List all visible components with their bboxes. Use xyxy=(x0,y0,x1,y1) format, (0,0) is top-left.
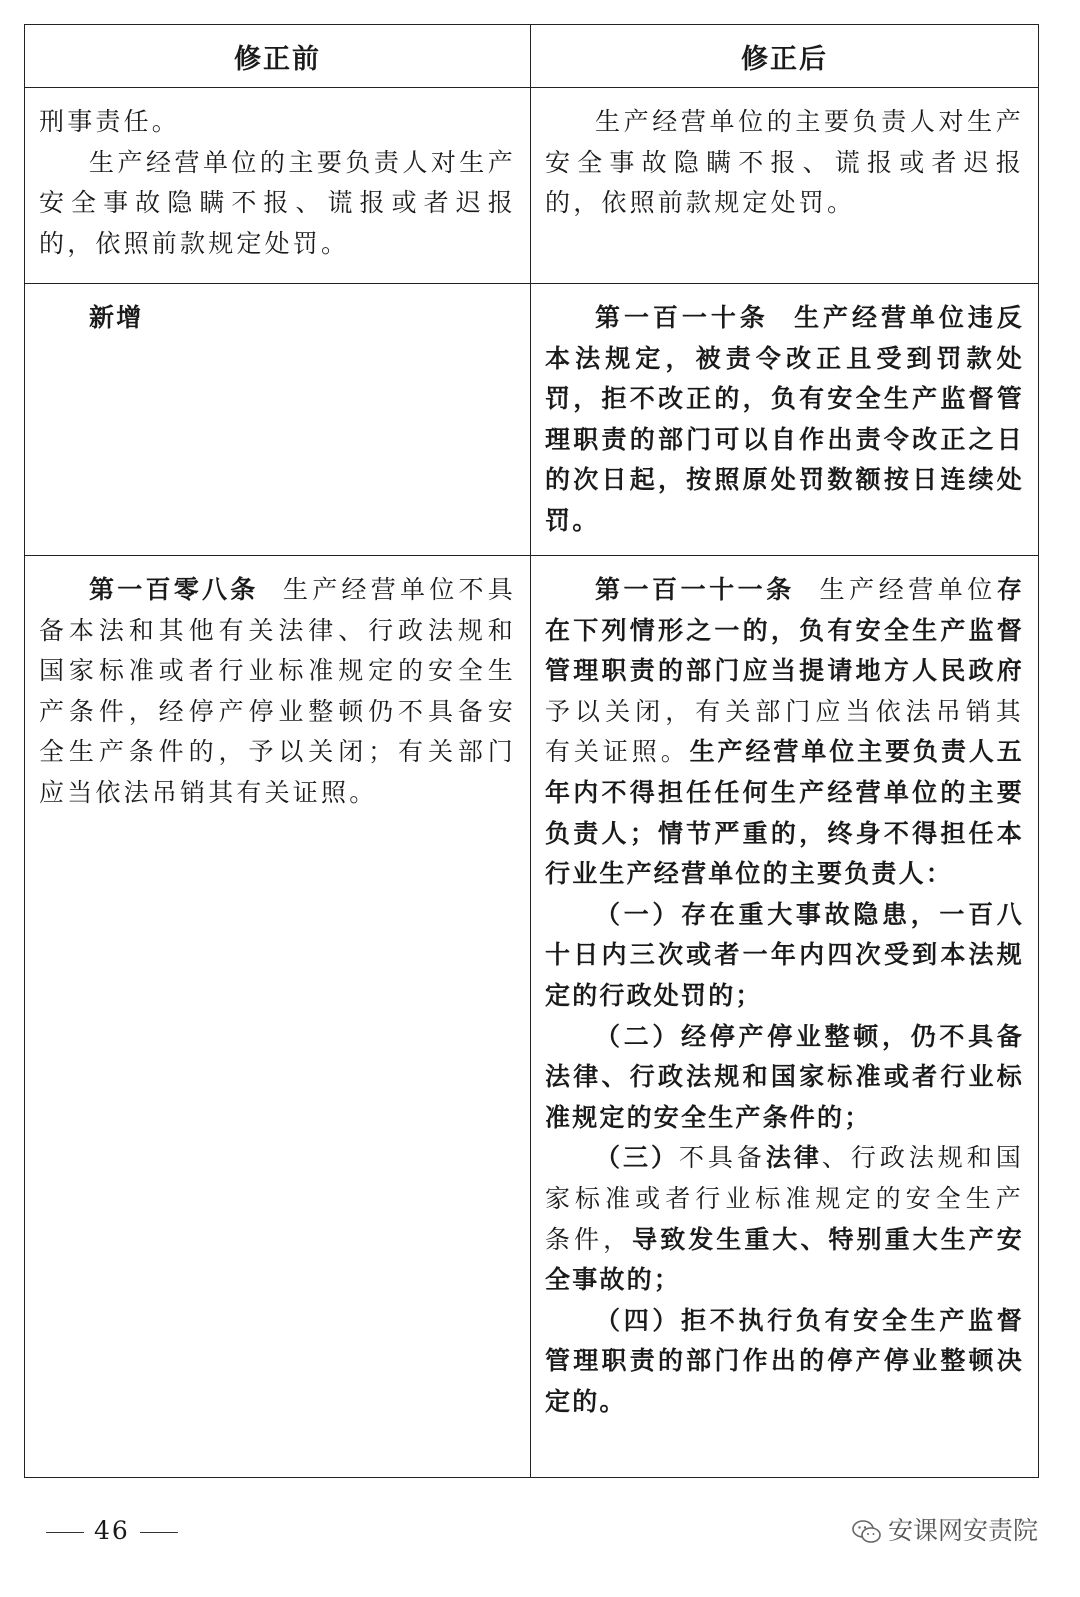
cell-before xyxy=(25,556,531,1478)
comparison-table xyxy=(24,24,1039,1478)
page-number xyxy=(36,1516,188,1545)
table-row xyxy=(25,88,1039,284)
article-text-added: 生产经营单位主要负责人五年内不得担任任何生产经营单位的主要负责人；情节严重的，终身不得担任本行业生产经营单位的主要负责人： xyxy=(545,737,1024,889)
paragraph: 刑事责任。 xyxy=(39,107,181,136)
article-text: 生产经营单位 xyxy=(819,575,997,604)
paragraph xyxy=(545,570,1024,895)
article-number: 第一百一十一条 xyxy=(595,575,795,604)
item-text-added: 法律 xyxy=(765,1143,822,1173)
item-number: （三） xyxy=(595,1143,679,1173)
list-item: （四）拒不执行负有安全生产监督管理职责的部门作出的停产停业整顿决定的。 xyxy=(545,1305,1024,1416)
item-text-added: 导致发生重大、特别重大生产安全事故的； xyxy=(545,1224,1024,1295)
list-item xyxy=(545,1138,1024,1300)
wechat-icon xyxy=(852,1519,882,1545)
cell-after xyxy=(531,88,1039,284)
table-row xyxy=(25,556,1039,1478)
article-number: 第一百零八条 xyxy=(89,575,259,604)
item-text: 不具备 xyxy=(678,1143,766,1173)
article-text: 生产经营单位违反本法规定，被责令改正且受到罚款处罚，拒不改正的，负有安全生产监督管理职责的部门可以自作出责令改正之日的次日起，按照原处罚数额按日连续处罚。 xyxy=(545,303,1025,535)
cell-after xyxy=(531,284,1039,556)
dash-right xyxy=(140,1532,178,1533)
cell-before xyxy=(25,284,531,556)
page-number-text: 46 xyxy=(94,1516,130,1545)
cell-before xyxy=(25,88,531,284)
paragraph xyxy=(39,570,516,814)
article-text: 生产经营单位不具备本法和其他有关法律、行政法规和国家标准或者行业标准规定的安全生产条件，经停产停业整顿仍不具备安全生产条件的，予以关闭；有关部门应当依法吊销其有关证照。 xyxy=(39,575,517,807)
watermark xyxy=(852,1511,1038,1547)
header-before: 修正前 xyxy=(25,25,531,88)
header-after: 修正后 xyxy=(531,25,1039,88)
article-text-added: 存在下列情形之一的，负有安全生产监督管理职责的部门应当提请地方人民政府 xyxy=(545,575,1025,686)
list-item: （二）经停产停业整顿，仍不具备法律、行政法规和国家标准或者行业标准规定的安全生产条件的； xyxy=(545,1021,1024,1132)
new-label: 新增 xyxy=(89,303,144,332)
cell-after xyxy=(531,556,1039,1478)
dash-left xyxy=(46,1532,84,1533)
table-row xyxy=(25,284,1039,556)
paragraph: 生产经营单位的主要负责人对生产安全事故隐瞒不报、谎报或者迟报的，依照前款规定处罚。 xyxy=(39,147,516,258)
table-header-row xyxy=(25,25,1039,88)
article-text: 予以关闭，有关部门应当依法吊销其有关证照。 xyxy=(545,696,1024,767)
article-number: 第一百一十条 xyxy=(595,303,769,332)
watermark-text: 安课网安责院 xyxy=(887,1516,1038,1545)
item-text: 、行政法规和国家标准或者行业标准规定的安全生产条件， xyxy=(545,1143,1024,1254)
paragraph: 生产经营单位的主要负责人对生产安全事故隐瞒不报、谎报或者迟报的，依照前款规定处罚。 xyxy=(545,107,1024,218)
paragraph xyxy=(545,298,1024,542)
list-item: （一）存在重大事故隐患，一百八十日内三次或者一年内四次受到本法规定的行政处罚的； xyxy=(545,899,1024,1010)
